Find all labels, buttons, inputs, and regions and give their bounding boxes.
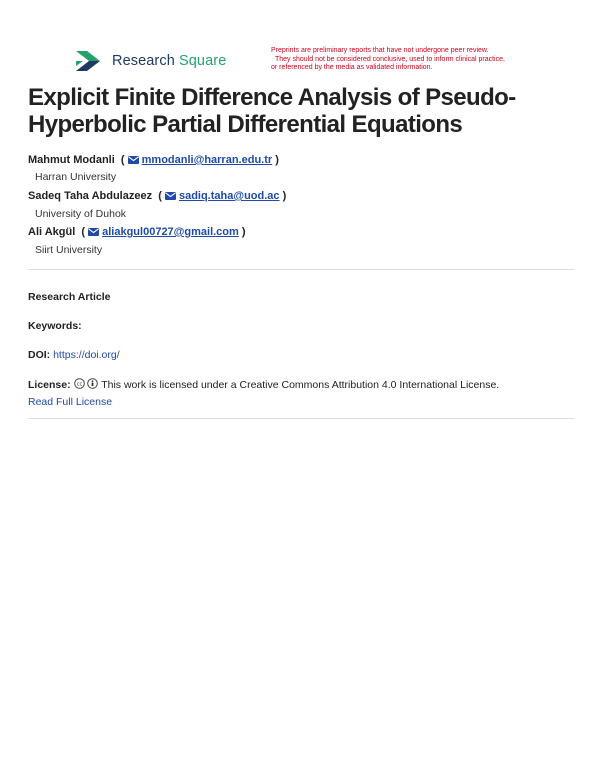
author-affiliation: Siirt University bbox=[35, 244, 103, 256]
author-email-link[interactable] bbox=[88, 226, 239, 238]
author-row: Sadeq Taha Abdulazeez ( sadiq.taha@uod.ac ) bbox=[28, 190, 287, 202]
doi-label: DOI: bbox=[28, 349, 51, 361]
preprint-disclaimer bbox=[271, 47, 551, 73]
disclaimer-line: or referenced by the media as validated information. bbox=[271, 64, 433, 71]
svg-text:cc: cc bbox=[76, 381, 82, 388]
doi-row bbox=[28, 349, 120, 361]
author-name: Ali Akgül bbox=[28, 226, 76, 238]
disclaimer-line: Preprints are preliminary reports that have not undergone peer review. bbox=[271, 47, 489, 54]
doi-link[interactable]: https://doi.org/ bbox=[53, 349, 120, 361]
paper-title bbox=[28, 84, 588, 138]
author-row: Ali Akgül ( aliakgul00727@gmail.com ) bbox=[28, 226, 246, 238]
author-email-link[interactable] bbox=[128, 154, 273, 166]
author-affiliation: University of Duhok bbox=[35, 208, 127, 220]
creative-commons-icon bbox=[74, 378, 85, 389]
divider bbox=[28, 269, 574, 270]
author-email-link[interactable] bbox=[165, 190, 280, 202]
author-name: Mahmut Modanli bbox=[28, 154, 115, 166]
logo-text bbox=[112, 53, 226, 69]
author-row: Mahmut Modanli ( mmodanli@harran.edu.tr ) bbox=[28, 154, 279, 166]
article-type: Research Article bbox=[28, 291, 111, 303]
envelope-icon bbox=[128, 156, 139, 164]
author-name: Sadeq Taha Abdulazeez bbox=[28, 190, 153, 202]
logo-word-research: Research bbox=[112, 53, 175, 69]
research-square-logo[interactable] bbox=[74, 49, 226, 73]
envelope-icon bbox=[88, 228, 99, 236]
author-affiliation: Harran University bbox=[35, 171, 117, 183]
divider bbox=[28, 418, 574, 419]
disclaimer-line: They should not be considered conclusive, used to inform clinical practice, bbox=[275, 55, 505, 63]
license-label: License: bbox=[28, 379, 71, 391]
author-email: mmodanli@harran.edu.tr bbox=[141, 154, 273, 166]
title-line: Explicit Finite Difference Analysis of Pseudo- bbox=[28, 84, 516, 111]
author-email: aliakgul00727@gmail.com bbox=[102, 226, 239, 238]
attribution-icon bbox=[87, 378, 98, 389]
logo-word-square: Square bbox=[179, 53, 227, 69]
license-row bbox=[28, 378, 499, 391]
read-full-license-link[interactable]: Read Full License bbox=[28, 396, 113, 408]
keywords: Keywords: bbox=[28, 320, 82, 332]
logo-mark-icon bbox=[74, 49, 104, 73]
title-line: Hyperbolic Partial Differential Equations bbox=[28, 111, 463, 138]
envelope-icon bbox=[165, 192, 176, 200]
author-email: sadiq.taha@uod.ac bbox=[178, 190, 280, 202]
license-text: This work is licensed under a Creative Commons Attribution 4.0 International License. bbox=[101, 379, 500, 391]
